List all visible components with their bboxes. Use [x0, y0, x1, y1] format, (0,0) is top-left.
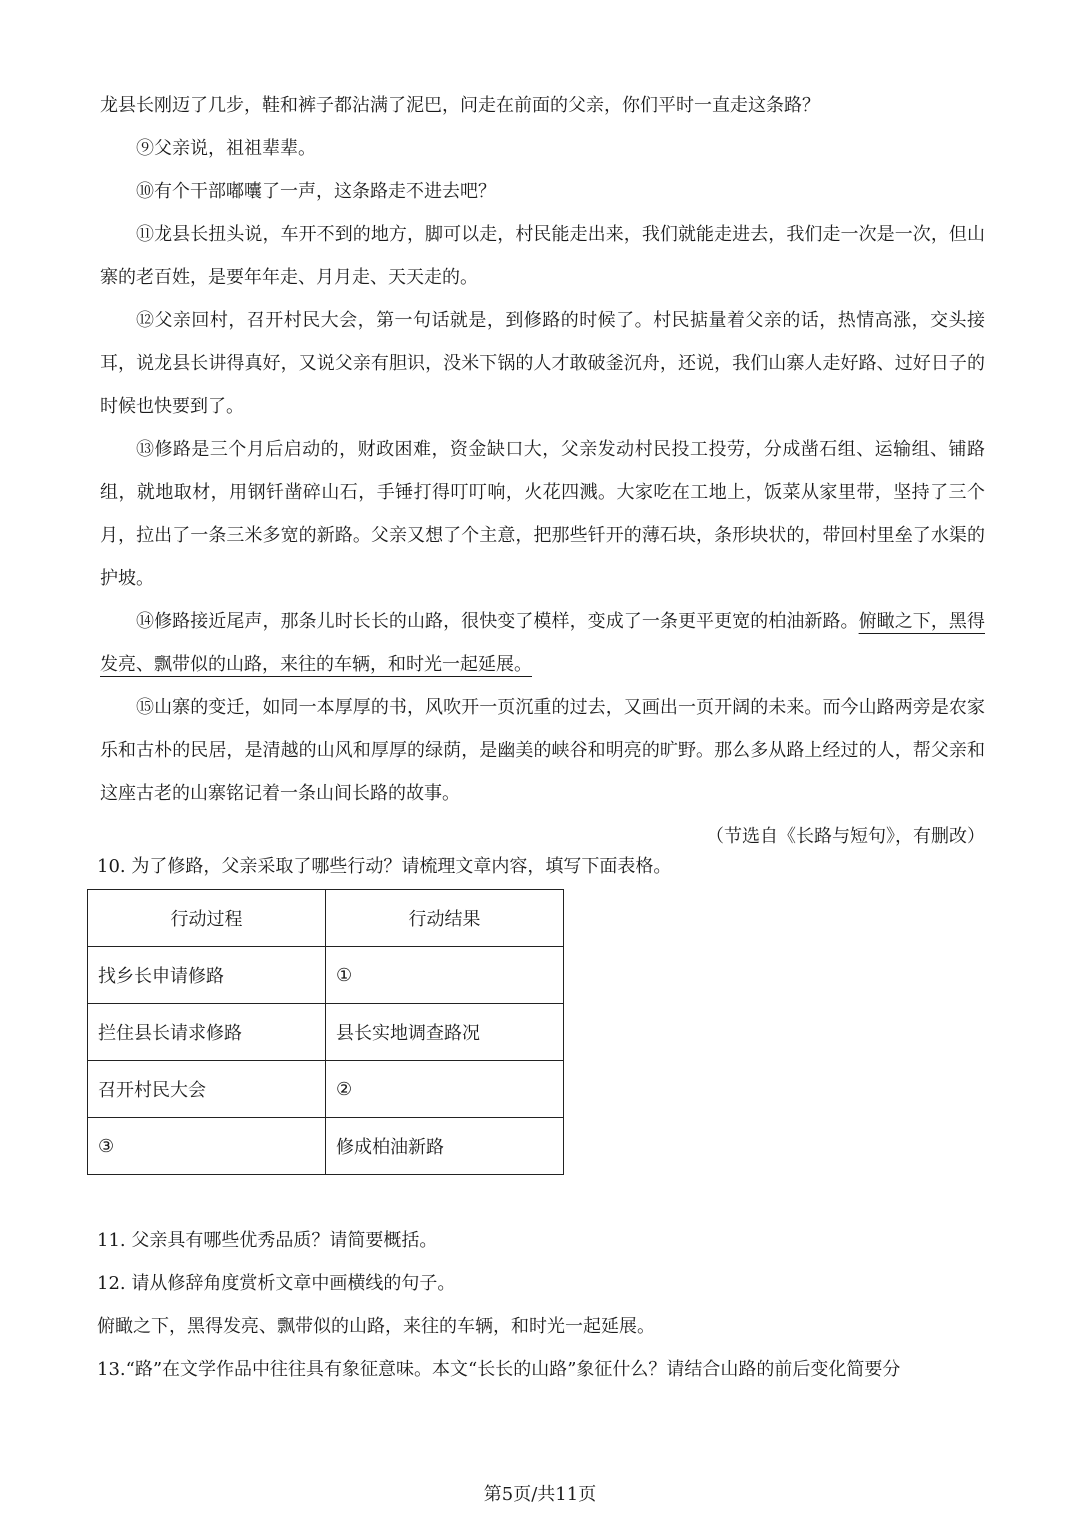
paragraph-11: ⑪龙县长扭头说，车开不到的地方，脚可以走，村民能走出来，我们就能走进去，我们走一次是一次，但山寨的老百姓，是要年年走、月月走、天天走的。	[100, 224, 985, 288]
table-cell: ①	[326, 947, 564, 1004]
question-12: 12. 请从修辞角度赏析文章中画横线的句子。	[97, 1273, 456, 1294]
table-header-row	[88, 890, 564, 947]
table-header-cell: 行动结果	[326, 890, 564, 947]
question-13: 13.“路”在文学作品中往往具有象征意味。本文“长长的山路”象征什么？请结合山路的前后变化简要分	[97, 1359, 901, 1380]
table-cell: 召开村民大会	[88, 1061, 326, 1118]
question-10: 10. 为了修路，父亲采取了哪些行动？请梳理文章内容，填写下面表格。	[97, 856, 672, 877]
paragraph-14-text: ⑭修路接近尾声，那条儿时长长的山路，很快变了模样，变成了一条更平更宽的柏油新路。	[136, 611, 859, 632]
table-cell: ②	[326, 1061, 564, 1118]
question-12-quote: 俯瞰之下，黑得发亮、飘带似的山路，来往的车辆，和时光一起延展。	[97, 1316, 655, 1337]
table-row	[88, 947, 564, 1004]
reading-passage	[100, 84, 985, 858]
paragraph-9: ⑨父亲说，祖祖辈辈。	[136, 138, 316, 159]
table-header-cell: 行动过程	[88, 890, 326, 947]
paragraph-12: ⑫父亲回村，召开村民大会，第一句话就是，到修路的时候了。村民掂量着父亲的话，热情高涨，交头接耳，说龙县长讲得真好，又说父亲有胆识，没米下锅的人才敢破釜沉舟，还说，我们山寨人走好路、过好日子的时候也快要到了。	[100, 310, 985, 417]
table-cell: 修成柏油新路	[326, 1118, 564, 1175]
table-row	[88, 1118, 564, 1175]
page-number: 第5页/共11页	[483, 1484, 597, 1505]
underlined-sentence: 俯瞰之下，黑得发亮、飘带似的山路，来往的车辆，和时光一起延展。	[100, 611, 985, 675]
table-cell: ③	[88, 1118, 326, 1175]
paragraph-14	[100, 600, 985, 686]
paragraph-8-continued: 龙县长刚迈了几步，鞋和裤子都沾满了泥巴，问走在前面的父亲，你们平时一直走这条路？	[100, 95, 820, 116]
table-row	[88, 1004, 564, 1061]
source-citation: （节选自《长路与短句》，有删改）	[706, 826, 985, 847]
table-cell: 找乡长申请修路	[88, 947, 326, 1004]
table-cell: 县长实地调查路况	[326, 1004, 564, 1061]
paragraph-13: ⑬修路是三个月后启动的，财政困难，资金缺口大，父亲发动村民投工投劳，分成凿石组、运输组、铺路组，就地取材，用钢钎凿碎山石，手锤打得叮叮响，火花四溅。大家吃在工地上，饭菜从家里带，坚持了三个月，拉出了一条三米多宽的新路。父亲又想了个主意，把那些钎开的薄石块，条形块状的，带回村里垒了水渠的护坡。	[100, 439, 985, 589]
paragraph-15: ⑮山寨的变迁，如同一本厚厚的书，风吹开一页沉重的过去，又画出一页开阔的未来。而今山路两旁是农家乐和古朴的民居，是清越的山风和厚厚的绿荫，是幽美的峡谷和明亮的旷野。那么多从路上经过的人，帮父亲和这座古老的山寨铭记着一条山间长路的故事。	[100, 697, 985, 804]
table-cell: 拦住县长请求修路	[88, 1004, 326, 1061]
action-table	[87, 889, 564, 1175]
paragraph-10: ⑩有个干部嘟囔了一声，这条路走不进去吧？	[136, 181, 496, 202]
table-row	[88, 1061, 564, 1118]
question-11: 11. 父亲具有哪些优秀品质？请简要概括。	[97, 1230, 438, 1251]
